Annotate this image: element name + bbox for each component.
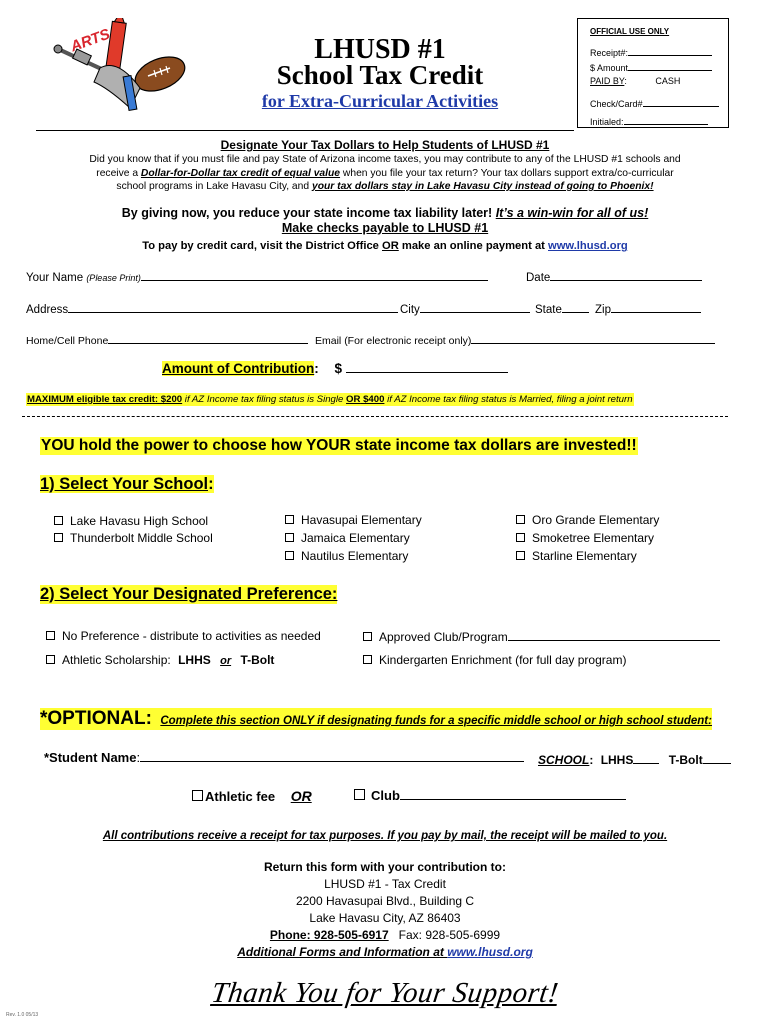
athletic-or: OR (290, 788, 312, 804)
checkbox[interactable] (54, 516, 63, 525)
intro-line-3: school programs in Lake Havasu City, and your tax dollars stay in Lake Havasu City instead of going to Phoenix! (116, 181, 654, 192)
optional-banner: *OPTIONAL: Complete this section ONLY if designating funds for a specific middle school or high school student: (40, 708, 712, 729)
initialed-label: Initialed: (590, 117, 624, 127)
logo-text: ARTS (68, 25, 113, 56)
checkbox[interactable] (516, 533, 525, 542)
paid-by-label: PAID BY (590, 76, 625, 86)
page-title: LHUSD #1 (314, 34, 446, 65)
paid-by-row (590, 76, 680, 86)
power-banner: YOU hold the power to choose how YOUR state income tax dollars are invested!! (41, 437, 637, 454)
optional-title: *OPTIONAL (40, 708, 146, 729)
school-section-heading: 1) Select Your School: (40, 475, 214, 493)
athletic-fee-option[interactable]: Athletic fee OR (192, 788, 312, 804)
pref-athletic-scholarship[interactable]: Athletic Scholarship: LHHS or T-Bolt (46, 653, 274, 667)
checkbox[interactable] (54, 533, 63, 542)
max-credit-line: MAXIMUM eligible tax credit: $200 if AZ Income tax filing status is Single OR $400 if AZ Income tax filing status is Married, filing a joint return (27, 394, 633, 405)
check-card-field[interactable] (590, 95, 719, 109)
school-option-jamaica[interactable]: Jamaica Elementary (285, 529, 422, 547)
school-col-3 (516, 511, 659, 565)
school-option-smoketree[interactable]: Smoketree Elementary (516, 529, 659, 547)
checkbox[interactable] (46, 655, 55, 664)
school-option-havasupai[interactable]: Havasupai Elementary (285, 511, 422, 529)
school-tbolt: T-Bolt (668, 753, 703, 767)
email-label: Email (315, 335, 342, 347)
page-subtitle: School Tax Credit (276, 60, 484, 90)
city-label: City (400, 304, 420, 316)
phone-field[interactable] (26, 332, 308, 347)
intro-paragraph (0, 153, 770, 194)
header-rule (36, 130, 574, 131)
cash-label: CASH (655, 76, 681, 86)
giving-line: By giving now, you reduce your state income tax liability later! It’s a win-win for all of us! (121, 206, 649, 220)
optional-description: Complete this section ONLY if designating funds for a specific middle school or high school student: (160, 715, 712, 727)
return-street: 2200 Havasupai Blvd., Building C (295, 894, 475, 908)
phone-label: Home/Cell Phone (26, 335, 109, 347)
name-field[interactable] (26, 269, 488, 284)
school-option-oro-grande[interactable]: Oro Grande Elementary (516, 511, 659, 529)
date-label: Date (526, 272, 551, 284)
intro-line-1: Did you know that if you must file and pay State of Arizona income taxes, you may contribute to any of the LHUSD #1 schools and (89, 154, 681, 165)
email-field[interactable] (315, 332, 715, 347)
preference-section-heading: 2) Select Your Designated Preference: (40, 585, 338, 603)
lhusd-link-bottom[interactable]: www.lhusd.org (447, 945, 533, 959)
dollar-sign: $ (334, 361, 342, 376)
return-org: LHUSD #1 - Tax Credit (324, 877, 446, 891)
checkbox[interactable] (285, 515, 294, 524)
return-more-info: Additional Forms and Information at www.lhusd.org (237, 945, 533, 959)
school-option-nautilus[interactable]: Nautilus Elementary (285, 547, 422, 565)
footer-code: Rev. 1.0 05/13 (6, 1012, 39, 1018)
max-credit-amount: MAXIMUM eligible tax credit: $200 (27, 394, 183, 405)
school-option-thunderbolt-middle[interactable]: Thunderbolt Middle School (54, 530, 213, 547)
school-label: SCHOOL (538, 753, 590, 767)
win-win-text: It’s a win-win for all of us! (495, 206, 649, 220)
pref-approved-club[interactable]: Approved Club/Program (363, 629, 720, 644)
cut-line (22, 416, 728, 417)
check-card-label: Check/Card# (590, 99, 643, 109)
checkbox[interactable] (354, 789, 365, 800)
checkbox[interactable] (516, 551, 525, 560)
address-label: Address (26, 304, 69, 316)
student-school-field[interactable]: SCHOOL: LHHS T-Bolt (538, 752, 731, 767)
initialed-field[interactable] (590, 113, 708, 127)
club-option[interactable]: Club (354, 788, 626, 803)
checkbox[interactable] (285, 551, 294, 560)
official-use-box (577, 18, 729, 128)
return-info (0, 859, 770, 961)
lhusd-link[interactable]: www.lhusd.org (548, 240, 628, 252)
arts-logo-graphic (48, 18, 188, 116)
school-option-starline[interactable]: Starline Elementary (516, 547, 659, 565)
intro-line-2: receive a Dollar-for-Dollar tax credit of equal value when you file your tax return? Your tax dollars support extra/co-curricular (96, 167, 674, 179)
address-field[interactable] (26, 301, 398, 316)
name-hint: (Please Print) (86, 273, 141, 283)
school-lhhs: LHHS (600, 753, 634, 767)
city-field[interactable] (400, 301, 530, 316)
pref-no-preference[interactable]: No Preference - distribute to activities as needed (46, 629, 321, 643)
amount-contribution-field[interactable]: Amount of Contribution: $ (162, 361, 508, 376)
receipt-field[interactable] (590, 44, 712, 58)
school-col-1 (54, 513, 213, 547)
amount-label: $ Amount (590, 63, 629, 73)
checkbox[interactable] (516, 515, 525, 524)
pref-kindergarten[interactable]: Kindergarten Enrichment (for full day program) (363, 653, 626, 667)
checkbox[interactable] (285, 533, 294, 542)
checkbox[interactable] (46, 631, 55, 640)
amount-field[interactable] (590, 59, 712, 73)
school-col-2 (285, 511, 422, 565)
checks-payable: Make checks payable to LHUSD #1 (281, 221, 489, 235)
intro-heading: Designate Your Tax Dollars to Help Students of LHUSD #1 (220, 138, 550, 152)
credit-card-line: To pay by credit card, visit the District Office OR make an online payment at www.lhusd.org (142, 240, 628, 252)
state-field[interactable] (535, 301, 589, 316)
email-hint: (For electronic receipt only) (344, 335, 472, 347)
logo (48, 18, 188, 116)
student-name-label: *Student Name (44, 750, 137, 765)
return-heading: Return this form with your contribution to: (264, 860, 506, 874)
return-phone-fax: Phone: 928-505-6917 Fax: 928-505-6999 (269, 928, 501, 942)
student-name-field[interactable]: *Student Name: (44, 750, 524, 765)
zip-field[interactable] (595, 301, 701, 316)
checkbox[interactable] (363, 632, 372, 641)
paid-by-colon: : (624, 76, 627, 86)
zip-label: Zip (595, 304, 611, 316)
checkbox[interactable] (192, 790, 203, 801)
school-option-lake-havasu-high[interactable]: Lake Havasu High School (54, 513, 213, 530)
dollar-for-dollar-text: Dollar-for-Dollar tax credit of equal value (140, 167, 341, 179)
receipt-label: Receipt#: (590, 48, 629, 58)
state-label: State (535, 304, 562, 316)
return-city: Lake Havasu City, AZ 86403 (309, 911, 461, 925)
official-use-heading: OFFICIAL USE ONLY (590, 27, 670, 36)
thank-you-signature: Thank You for Your Support! (209, 977, 561, 1009)
stay-local-text: your tax dollars stay in Lake Havasu City instead of going to Phoenix! (311, 181, 654, 192)
page-tagline: for Extra-Curricular Activities (261, 91, 499, 111)
date-field[interactable] (526, 269, 702, 284)
name-label: Your Name (26, 272, 84, 284)
amount-label: Amount of Contribution (162, 361, 315, 376)
receipt-note: All contributions receive a receipt for tax purposes. If you pay by mail, the receipt will be mailed to you. (102, 830, 668, 842)
checkbox[interactable] (363, 655, 372, 664)
